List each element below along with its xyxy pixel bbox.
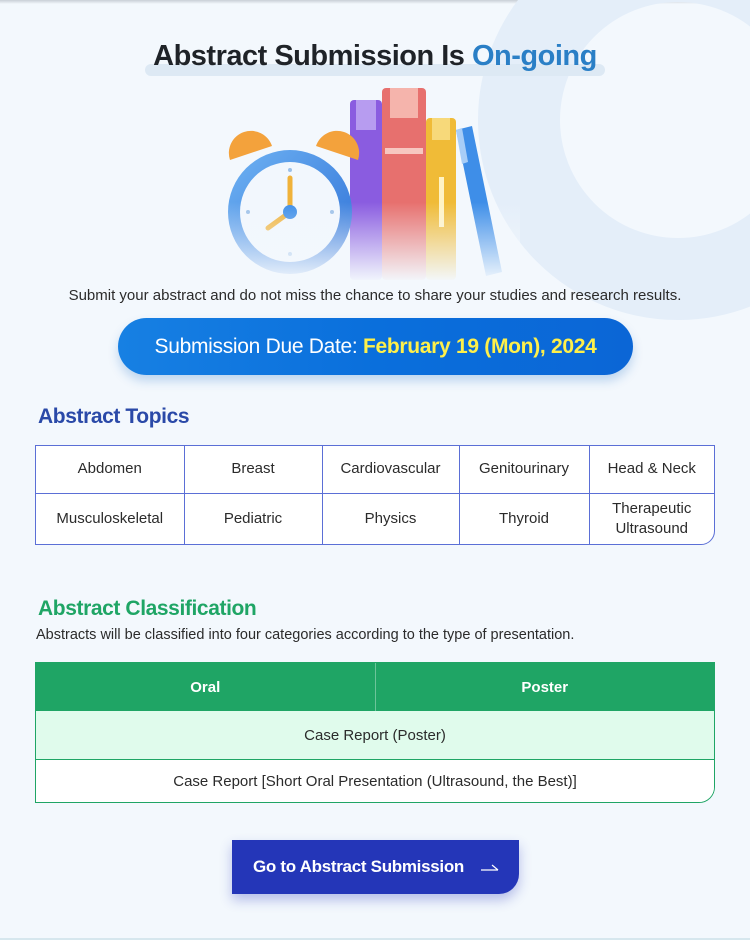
classification-heading: Abstract Classification [38,597,257,620]
topic-cell: Therapeutic Ultrasound [589,493,714,544]
title-prefix: Abstract Submission Is [153,40,472,72]
page-title-wrapper [0,40,750,73]
alarm-clock-books-illustration [220,82,520,282]
page-title [149,40,601,73]
topic-cell: Breast [184,446,322,493]
topic-cell: Physics [322,493,459,544]
topic-cell: Thyroid [459,493,589,544]
subtitle: Submit your abstract and do not miss the chance to share your studies and research results. [68,287,682,304]
topic-cell: Genitourinary [459,446,589,493]
classification-table [35,662,715,803]
classification-row: Case Report (Poster) [36,711,714,760]
topics-row [36,446,714,493]
topic-cell: Pediatric [184,493,322,544]
go-to-abstract-submission-button[interactable] [232,840,519,894]
classification-table-header [36,663,714,711]
title-accent: On-going [472,40,597,72]
column-header-oral: Oral [36,663,376,711]
topics-table [35,445,715,545]
topic-cell: Musculoskeletal [36,493,184,544]
column-header-poster: Poster [521,678,569,696]
due-date-label: Submission Due Date: [154,335,363,358]
due-date-value: February 19 (Mon), 2024 [362,335,597,358]
topics-row [36,493,714,544]
classification-description: Abstracts will be classified into four categories according to the type of presentation. [36,627,575,643]
due-date-banner [118,318,633,375]
classification-row: Case Report [Short Oral Presentation (Ultrasound, the Best)] [36,760,714,802]
topics-heading: Abstract Topics [38,405,190,428]
arrow-right-icon [480,860,500,874]
topic-cell: Head & Neck [589,446,714,493]
cta-label: Go to Abstract Submission [253,857,465,876]
topic-cell: Abdomen [36,446,184,493]
topic-cell: Cardiovascular [322,446,459,493]
